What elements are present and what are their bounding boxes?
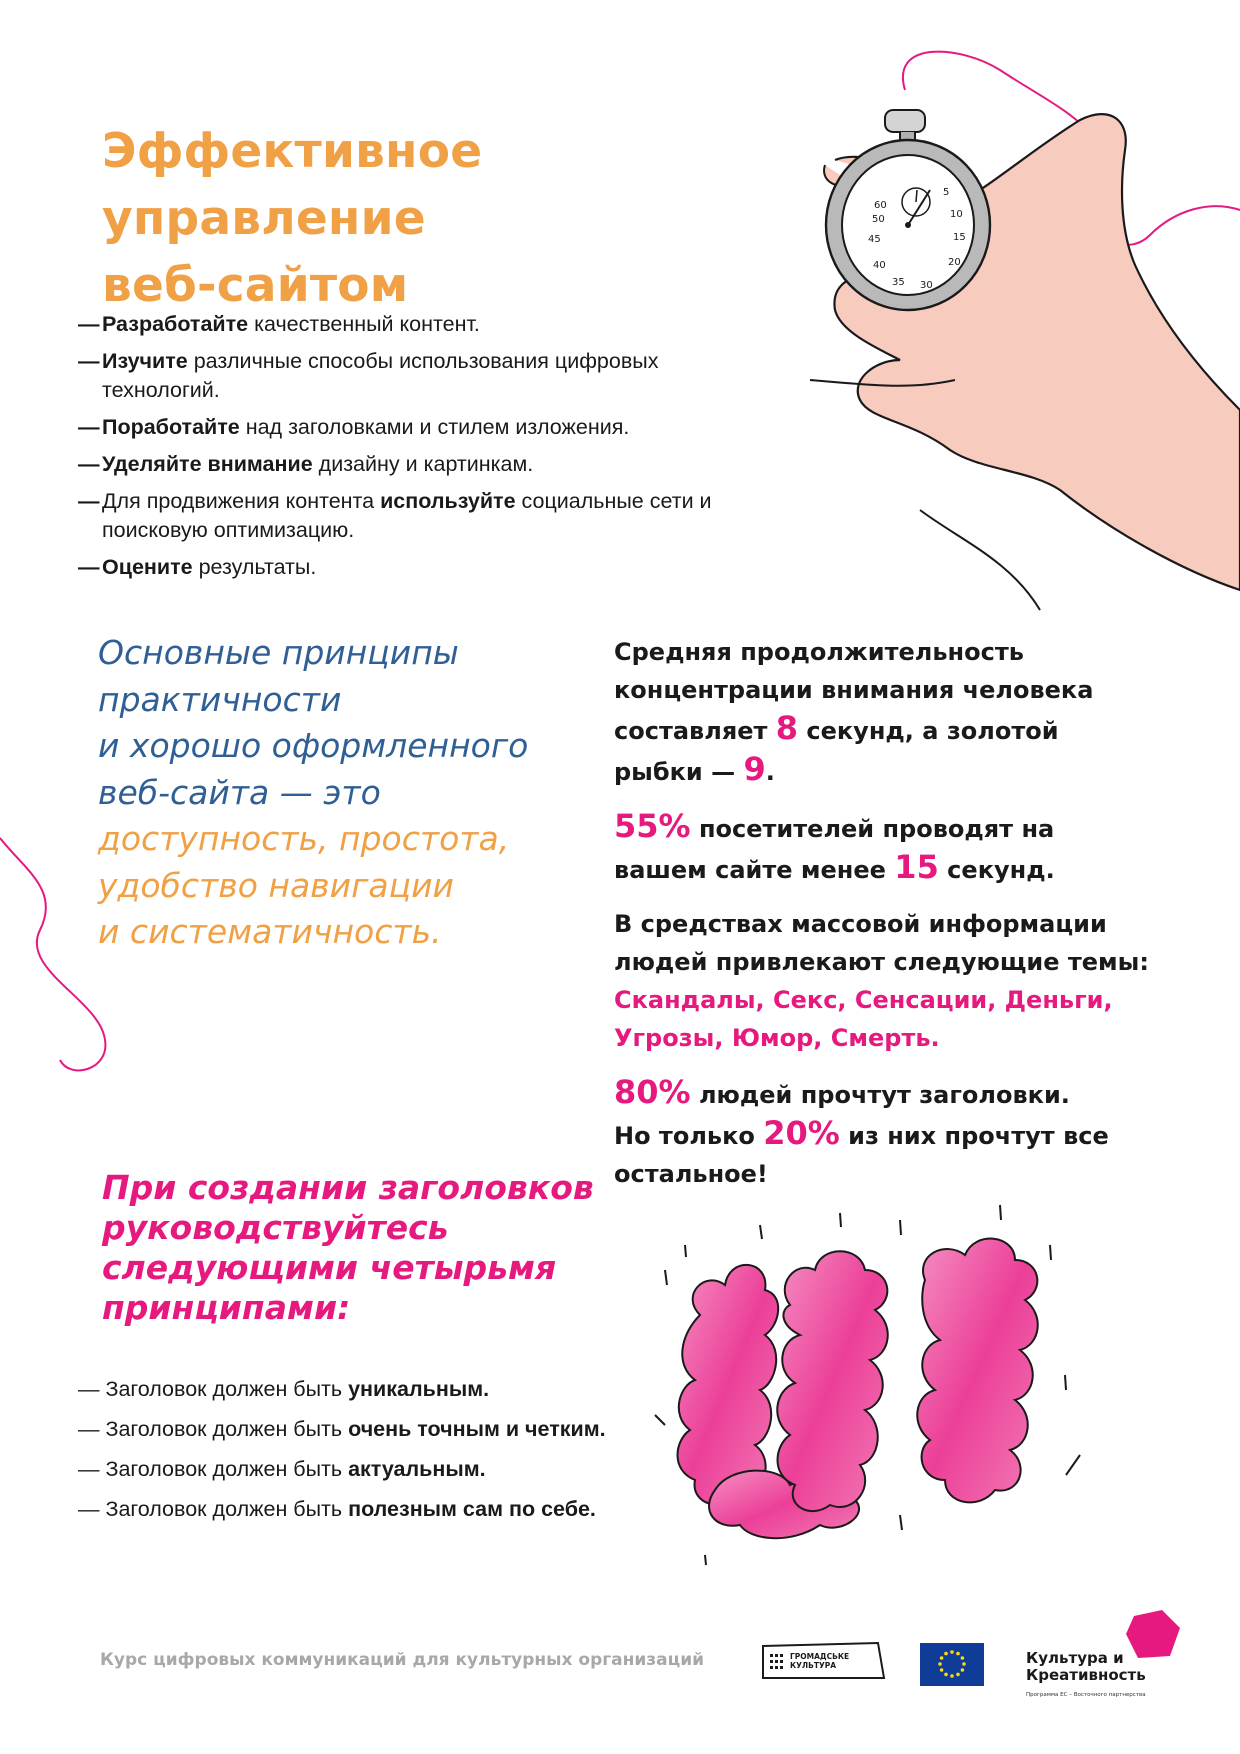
tip-text: результаты. <box>192 555 317 579</box>
tip-verb: используйте <box>380 489 516 513</box>
stats-column <box>614 633 1154 1209</box>
stat-text: секунд, а золотой рыбки — <box>614 717 1059 786</box>
attention-stat <box>614 633 1154 791</box>
tip-verb: Поработайте <box>102 415 240 439</box>
tip-verb: Изучите <box>102 349 188 373</box>
gk-logo-line-1: ГРОМАДСЬКЕ <box>790 1652 850 1661</box>
list-item <box>78 1455 698 1483</box>
kultura-kreativnost-logo <box>1024 1610 1224 1710</box>
stat-text: Средняя продолжительность концентрации внимания человека составляет <box>614 638 1094 745</box>
visitors-stat <box>614 807 1154 889</box>
list-item <box>78 1375 698 1403</box>
list-dash: — <box>78 452 100 476</box>
principles-highlight-line: доступность, простота, <box>98 819 510 858</box>
pink-letter-illustration <box>670 1225 1090 1555</box>
svg-text:5: 5 <box>943 187 950 198</box>
gk-logo-line-2: КУЛЬТУРА <box>790 1661 837 1670</box>
svg-text:45: 45 <box>868 234 881 245</box>
stat-text: людей прочтут заголовки. <box>690 1081 1070 1109</box>
eu-flag-logo <box>920 1643 984 1686</box>
list-dash: — <box>78 555 100 579</box>
headline-rules-list <box>78 1375 698 1535</box>
tips-list <box>78 310 728 590</box>
list-item <box>78 487 728 545</box>
rule-text: — Заголовок должен быть <box>78 1457 349 1481</box>
rule-emphasis: актуальным. <box>348 1457 486 1481</box>
page-title <box>102 118 782 319</box>
list-item <box>78 1495 698 1523</box>
principles-line: и хорошо оформленного <box>98 726 529 765</box>
media-stat <box>614 905 1154 1057</box>
stat-text: . <box>765 758 775 786</box>
gromadske-kultura-logo <box>760 1640 886 1682</box>
headlines-stat <box>614 1073 1154 1193</box>
tip-text: социальные сети и поисковую оптимизацию. <box>102 489 712 542</box>
hand-stopwatch-illustration <box>780 90 1240 610</box>
media-intro: В средствах массовой информации людей привлекают следующие темы: <box>614 910 1149 976</box>
principles-block <box>98 630 598 956</box>
tip-verb: Уделяйте внимание <box>102 452 313 476</box>
list-item <box>78 1415 698 1443</box>
footer-course-name: Курс цифровых коммуникаций для культурных организаций <box>100 1650 705 1670</box>
principles-highlight-line: и систематичность. <box>98 912 442 951</box>
tip-text: различные способы использования цифровых технологий. <box>102 349 659 402</box>
stat-number: 20% <box>763 1114 840 1152</box>
svg-text:50: 50 <box>872 214 885 225</box>
svg-text:40: 40 <box>873 260 886 271</box>
stat-number: 55% <box>614 807 691 845</box>
tip-verb: Разработайте <box>102 312 249 336</box>
stat-number: 15 <box>894 848 939 886</box>
media-topics: Скандалы, Секс, Сенсации, Деньги, Угрозы, Юмор, Смерть. <box>614 986 1113 1052</box>
list-item <box>78 310 728 339</box>
svg-text:20: 20 <box>948 257 961 268</box>
principles-line: веб-сайта — это <box>98 772 381 812</box>
tip-text: качественный контент. <box>248 312 480 336</box>
rule-emphasis: полезным сам по себе. <box>348 1497 596 1521</box>
svg-text:15: 15 <box>953 232 966 243</box>
principles-line: практичности <box>98 679 342 719</box>
title-line-2: веб-сайтом <box>102 258 409 313</box>
svg-text:30: 30 <box>920 280 933 291</box>
kk-logo-line-2: Креативность <box>1026 1666 1146 1684</box>
list-dash: — <box>78 489 100 513</box>
svg-text:10: 10 <box>950 209 963 220</box>
kk-logo-subtitle: Программа ЕС – Восточного партнерства <box>1026 1692 1146 1698</box>
principles-highlight-line: удобство навигации <box>98 865 454 905</box>
rule-emphasis: очень точным и четким. <box>348 1417 606 1441</box>
list-item <box>78 413 728 442</box>
title-line-1: Эффективное управление <box>102 124 483 246</box>
svg-text:60: 60 <box>874 200 887 211</box>
list-item <box>78 450 728 479</box>
stat-text: Но только <box>614 1122 764 1150</box>
tip-verb: Оцените <box>102 555 193 579</box>
stat-number: 8 <box>775 709 799 747</box>
stat-text: из них прочтут все остальное! <box>614 1122 1109 1188</box>
tip-text: над заголовками и стилем изложения. <box>239 415 630 439</box>
headline-principles-heading: При создании заголовков руководствуйтесь следующими четырьмя принципами: <box>102 1168 594 1327</box>
list-item <box>78 347 728 405</box>
stat-text: секунд. <box>938 856 1055 884</box>
list-item <box>78 553 728 582</box>
rule-text: — Заголовок должен быть <box>78 1417 349 1441</box>
stat-number: 80% <box>614 1073 691 1111</box>
kk-logo-line-1: Культура и <box>1026 1649 1124 1667</box>
stat-text: посетителей проводят на вашем сайте менее <box>614 815 1055 884</box>
list-dash: — <box>78 415 100 439</box>
principles-line: Основные принципы <box>98 633 459 672</box>
svg-text:35: 35 <box>892 277 905 288</box>
list-dash: — <box>78 349 100 373</box>
rule-emphasis: уникальным. <box>348 1377 490 1401</box>
list-dash: — <box>78 312 100 336</box>
tip-text: дизайну и картинкам. <box>312 452 534 476</box>
stat-number: 9 <box>743 750 766 788</box>
rule-text: — Заголовок должен быть <box>78 1377 349 1401</box>
tip-text-pre: Для продвижения контента <box>102 489 381 513</box>
rule-text: — Заголовок должен быть <box>78 1497 349 1521</box>
